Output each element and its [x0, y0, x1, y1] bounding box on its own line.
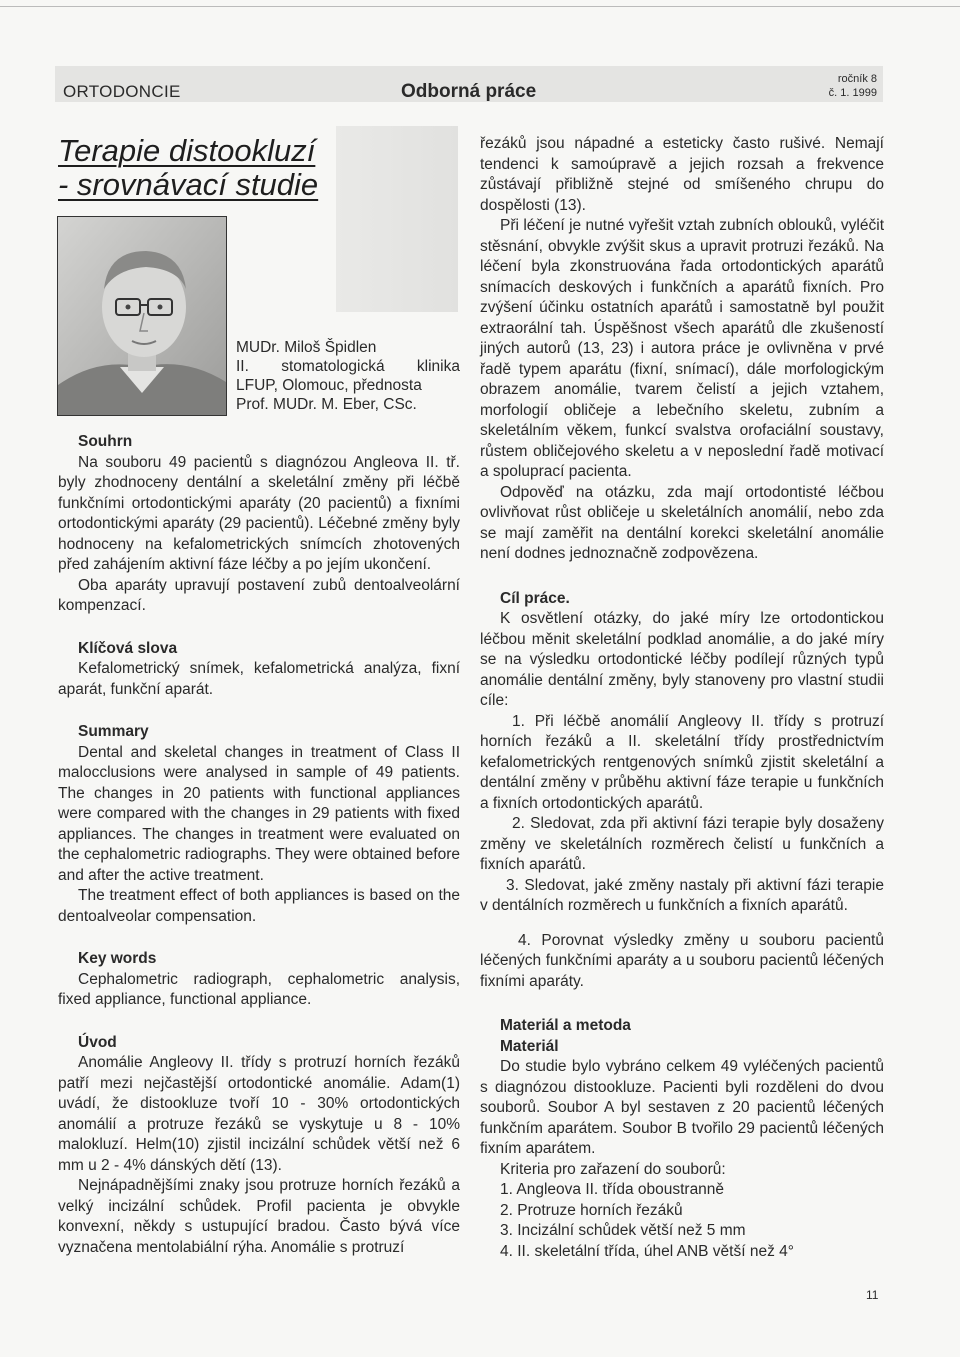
author-name: MUDr. Miloš Špidlen [236, 339, 377, 356]
souhrn-paragraph-2: Oba aparáty upravují postavení zubů dentoalveolární kompenzací. [58, 576, 460, 614]
left-column [58, 432, 460, 1258]
author-photo [57, 216, 227, 416]
goal-1: 1. Při léčbě anomálií Angleovy II. třídy s protruzí horních řezáků a II. skeletální třídy prostřednictvím kefalometrických rentgenových snímků zjistit skeletální a dentální změny v průběhu aktivní fáze terapie u funkčních a fixních ortodontických aparátů. [480, 712, 884, 812]
material-heading: Materiál [500, 1037, 559, 1055]
souhrn-paragraph-1: Na souboru 49 pacientů s diagnózou Angleova II. tř. byly zhodnoceny dentální a skeletální změny při léčbě funkčními ortodontickými aparáty (20 pacientů) a fixními ortodontickými aparáty (29 pacientů). Léčebné změny byly hodnoceny na kefalometrických snímcích zhotovených před zahájením aktivní fáze léčby a po jejím ukončení. [58, 453, 460, 573]
material-paragraph: Do studie bylo vybráno celkem 49 vyléčených pacientů s diagnózou distookluze. Pacienti byli rozděleni do dvou souborů. Soubor A byl sestaven z 20 pacientů léčených funkčním aparátem. Soubor B tvořilo 29 pacientů léčených fixním aparátem. [480, 1058, 884, 1157]
uvod-paragraph-1: Anomálie Angleovy II. třídy s protruzí horních řezáků patří mezi nejčastější ortodontické anomálie. Adam(1) uvádí, že distookluze tvoří 10 - 30% ortodontických anomálií a protruze řezáků se vyskytuje u 8 - 10% malokluzí. Helm(10) zjistil incizální schůdek větší než 6 mm u 2 - 4% dánských dětí (13). [58, 1054, 460, 1174]
uvod-heading: Úvod [78, 1033, 117, 1051]
cil-prace-heading: Cíl práce. [500, 589, 570, 607]
title-line-2: - srovnávací studie [58, 167, 319, 202]
author-block [236, 338, 460, 414]
goal-4: 4. Porovnat výsledky změny u souboru pacientů léčených funkčními aparáty a u souboru pacientů léčených fixními aparáty. [480, 931, 884, 990]
klicova-slova-heading: Klíčová slova [78, 639, 178, 657]
author-portrait-image [58, 217, 226, 415]
key-words-heading: Key words [78, 950, 157, 967]
decorative-shade [336, 126, 458, 312]
treatment-paragraph: Při léčení je nutné vyřešit vztah zubních oblouků, vyléčit stěsnání, obvykle zvýšit skus a upravit protruzi řezáků. Na léčení byla zkonstruována řada ortodontických aparátů snímacích deskových i funkčních a aparátů fixních. Pro zvýšení účinku ostatních aparátů i samostatně byl použit extraorální tah. Úspěšnost všech aparátů dle zkušeností jiných autorů (13, 23) i autora práce je ovlivněna v prvé řadě typem aparátu (fixní, snímací), dále morfologickým obrazem anomálie, tvarem čelistí a jejich vztahem, morfologií obličeje a lebečního skeletu, zubním a skeletálním věkem, funkcí svalstva orofaciální soustavy, růstem obličejového skeletu a v neposlední řadě motivací a spoluprací pacienta. [480, 217, 884, 480]
uvod-paragraph-2: Nejnápadnějšími znaky jsou protruze horních řezáků a velký incizální schůdek. Profil pacienta je obvykle konvexní, někdy s ustupující bradou. Často bývá více vyznačena mentolabiální rýha. Anomálie s protruzí [58, 1177, 460, 1256]
material-metoda-heading: Materiál a metoda [500, 1017, 631, 1034]
goal-2: 2. Sledovat, zda při aktivní fázi terapie byly dosaženy změny ve skeletálních rozměrech čelistí u funkčních a fixních aparátů. [480, 815, 884, 873]
author-affiliation-1: II. stomatologická klinika [236, 358, 460, 375]
question-paragraph: Odpověď na otázku, zda mají ortodontisté léčbou ovlivňovat růst obličeje u skeletálních anomálií, nebo zda se mají zaměřit na dentální korekci skeletální anomálie není dodnes jednoznačně zodpovězena. [480, 483, 884, 562]
volume-label: ročník 8 [837, 73, 877, 85]
journal-section: ORTODONCIE [63, 82, 181, 101]
summary-paragraph-2: The treatment effect of both appliances is based on the dentoalveolar compensation. [58, 887, 460, 925]
article-category: Odborná práce [401, 81, 537, 102]
summary-heading: Summary [78, 723, 149, 740]
criterion-1: 1. Angleova II. třída oboustranně [500, 1181, 725, 1198]
souhrn-heading: Souhrn [78, 433, 133, 450]
article-title [58, 134, 348, 202]
header-band [55, 66, 883, 102]
criterion-2: 2. Protruze horních řezáků [500, 1201, 683, 1219]
kriteria-label: Kriteria pro zařazení do souborů: [500, 1160, 726, 1178]
title-line-1: Terapie distookluzí [58, 133, 316, 168]
key-words-text: Cephalometric radiograph, cephalometric analysis, fixed appliance, functional appliance. [58, 970, 460, 1008]
criterion-4: 4. II. skeletální třída, úhel ANB větší než 4° [500, 1242, 794, 1260]
author-affiliation-2: LFUP, Olomouc, přednosta [236, 377, 422, 394]
issue-info [829, 72, 877, 100]
klicova-slova-text: Kefalometrický snímek, kefalometrická analýza, fixní aparát, funkční aparát. [58, 660, 460, 698]
top-rule [0, 6, 960, 7]
right-column [480, 134, 884, 1262]
intro-continued-paragraph: řezáků jsou nápadné a esteticky často rušivé. Nemají tendenci k samoúpravě a jejich rozsah a frekvence zůstávají přibližně stejné od smíšeného chrupu do dospělosti (13). [480, 135, 884, 214]
criterion-3: 3. Incizální schůdek větší než 5 mm [500, 1222, 746, 1239]
goal-3: 3. Sledovat, jaké změny nastaly při aktivní fázi terapie v dentálních rozměrech u funkčních a fixních aparátů. [480, 876, 884, 914]
page-number: 11 [866, 1288, 879, 1302]
summary-paragraph-1: Dental and skeletal changes in treatment of Class II malocclusions were analysed in sample of 49 patients. The changes in 20 patients with functional appliances were compared with the changes in 29 patients with fixed appliances. The changes in treatment were evaluated on the cephalometric radiographs. They were obtained before and after the active treatment. [58, 743, 460, 884]
issue-label: č. 1. 1999 [828, 87, 877, 99]
cil-prace-intro: K osvětlení otázky, do jaké míry lze ortodontickou léčbou měnit skeletální podklad anomálie, a do jaké míry se na výsledku ortodontické léčby podílejí různých typů anomálie dentální změny, byly stanoveny pro vlastní studii cíle: [480, 610, 884, 709]
author-affiliation-3: Prof. MUDr. M. Eber, CSc. [236, 396, 417, 413]
